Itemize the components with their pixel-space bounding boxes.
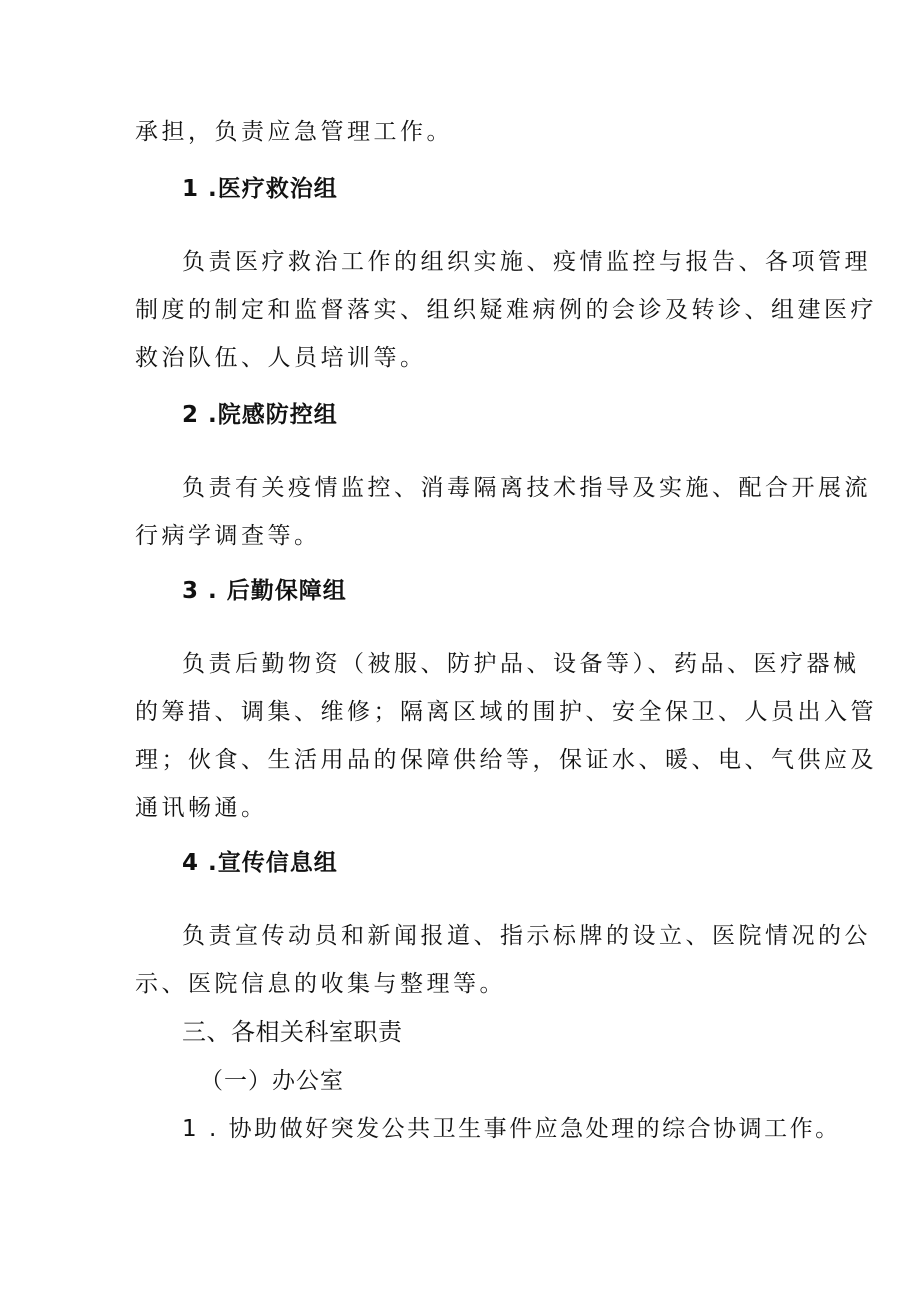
section-heading: 三、各相关科室职责	[182, 1018, 403, 1046]
paragraph-line: 通讯畅通。	[135, 795, 268, 821]
paragraph-line: 负责有关疫情监控、消毒隔离技术指导及实施、配合开展流	[182, 475, 871, 501]
heading-logistics-group: 3 . 后勤保障组	[182, 578, 347, 604]
paragraph-line: 负责医疗救治工作的组织实施、疫情监控与报告、各项管理	[182, 249, 871, 275]
subsection-heading: （一）办公室	[200, 1068, 344, 1094]
paragraph-line: 制度的制定和监督落实、组织疑难病例的会诊及转诊、组建医疗	[135, 297, 877, 323]
heading-medical-treatment-group: 1 .医疗救治组	[182, 176, 338, 202]
list-item: 1 . 协助做好突发公共卫生事件应急处理的综合协调工作。	[182, 1116, 841, 1142]
paragraph-line: 的筹措、调集、维修；隔离区域的围护、安全保卫、人员出入管	[135, 699, 877, 725]
paragraph-line: 行病学调查等。	[135, 523, 321, 549]
paragraph-line: 负责后勤物资（被服、防护品、设备等）、药品、医疗器械	[182, 651, 860, 677]
paragraph-line: 示、医院信息的收集与整理等。	[135, 971, 506, 997]
paragraph-line: 理；伙食、生活用品的保障供给等，保证水、暖、电、气供应及	[135, 747, 877, 773]
heading-publicity-info-group: 4 .宣传信息组	[182, 850, 338, 876]
paragraph-line: 救治队伍、人员培训等。	[135, 345, 427, 371]
heading-infection-control-group: 2 .院感防控组	[182, 402, 338, 428]
paragraph-line: 承担，负责应急管理工作。	[135, 119, 453, 145]
paragraph-line: 负责宣传动员和新闻报道、指示标牌的设立、医院情况的公	[182, 923, 871, 949]
